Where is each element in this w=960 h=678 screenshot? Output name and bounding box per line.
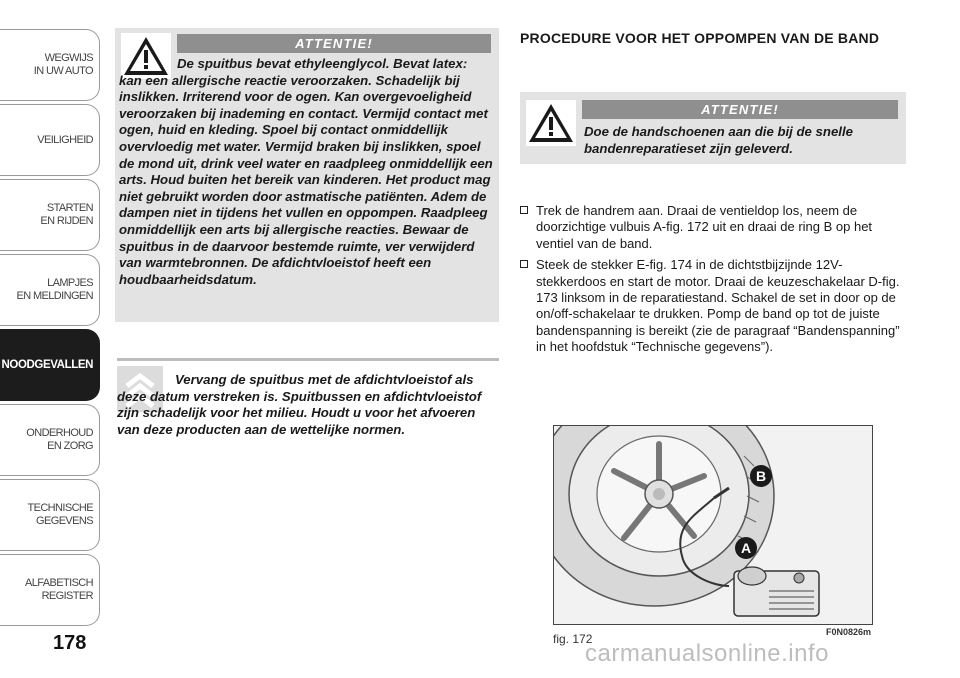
environment-text: Vervang de spuitbus met de afdichtvloeistof als deze datum verstreken is. Spuitbussen en afdichtvloeistof zijn schadelijk voor het milieu. Houdt u voor het afvoeren van deze producten aan de wettelijke normen.	[117, 372, 482, 437]
callout-a	[735, 537, 757, 559]
list-item: Trek de handrem aan. Draai de ventieldop los, neem de doorzichtige vulbuis A-fig. 172 uit en draai de ring B op het ventiel van de band.	[520, 203, 910, 252]
tab-veiligheid[interactable]	[0, 104, 100, 176]
svg-text:B: B	[755, 468, 767, 484]
warning-header: ATTENTIE!	[582, 100, 898, 119]
procedure-steps	[520, 203, 910, 361]
tab-wegwijs[interactable]	[0, 29, 100, 101]
callout-b	[750, 465, 772, 487]
tab-label: STARTEN EN RIJDEN	[40, 202, 93, 227]
checkbox-bullet-icon	[520, 206, 528, 214]
tyre-illustration	[554, 426, 872, 624]
section-divider	[117, 358, 499, 361]
svg-text:A: A	[740, 540, 752, 556]
tab-label: ONDERHOUD EN ZORG	[26, 427, 93, 452]
tab-label: NOODGEVALLEN	[1, 358, 93, 371]
tab-onderhoud[interactable]	[0, 404, 100, 476]
tab-label: LAMPJES EN MELDINGEN	[16, 277, 93, 302]
page-number: 178	[53, 632, 87, 654]
tab-noodgevallen[interactable]	[0, 329, 100, 401]
figure-code: F0N0826m	[826, 627, 872, 637]
section-title: PROCEDURE VOOR HET OPPOMPEN VAN DE BAND	[520, 30, 880, 46]
warning-header: ATTENTIE!	[177, 34, 491, 53]
tab-alfabetisch[interactable]	[0, 554, 100, 626]
warning-text: Doe de handschoenen aan die bij de snelle bandenreparatieset zijn geleverd.	[584, 124, 853, 156]
figure-label: fig. 172	[553, 632, 593, 646]
tab-label: WEGWIJS IN UW AUTO	[33, 52, 93, 77]
tab-label: VEILIGHEID	[37, 133, 93, 146]
watermark: carmanualsonline.info	[585, 640, 829, 667]
tab-label: ALFABETISCH REGISTER	[25, 577, 93, 602]
warning-text: De spuitbus bevat ethyleenglycol. Bevat latex: kan een allergische reactie veroorzaken. Schadelijk bij inslikken. Irriterend voor de ogen. Kan overgevoeligheid veroorzaken bij inademing en contact. Vermijd contact met ogen, huid en kleding. Spoel bij contact onmiddellijk overvloedig met water. Vermijd braken bij inslikken, spoel de mond uit, drink veel water en raadpleeg onmiddellijk een arts. Houd buiten het bereik van kinderen. Het product mag niet gebruikt worden door astmatische patiënten. Adem de dampen niet in tijdens het vullen en oppompen. Raadpleeg onmiddellijk een arts bij allergische reacties. Bewaar de spuitbus in de daarvoor bestemde ruimte, ver verwijderd van warmtebronnen. De afdichtvloeistof heeft een houdbaarheidsdatum.	[119, 56, 493, 287]
checkbox-bullet-icon	[520, 260, 528, 268]
figure-tyre-compressor	[553, 425, 873, 625]
warning-box-gloves	[520, 92, 906, 164]
tab-lampjes[interactable]	[0, 254, 100, 326]
list-item: Steek de stekker E-fig. 174 in de dichtstbijzijnde 12V-stekkerdoos en start de motor. Draai de keuzeschakelaar D-fig. 173 linksom in de reparatiestand. Schakel de set in door op de on/off-schakelaar te drukken. Pomp de band op tot de juiste bandenspanning is bereikt (zie de paragraaf “Bandenspanning” in het hoofdstuk “Technische gegevens”).	[520, 257, 910, 355]
warning-triangle-icon	[526, 100, 576, 146]
tab-label: TECHNISCHE GEGEVENS	[27, 502, 93, 527]
warning-box-spray	[115, 28, 499, 322]
tab-starten[interactable]	[0, 179, 100, 251]
tab-technische[interactable]	[0, 479, 100, 551]
